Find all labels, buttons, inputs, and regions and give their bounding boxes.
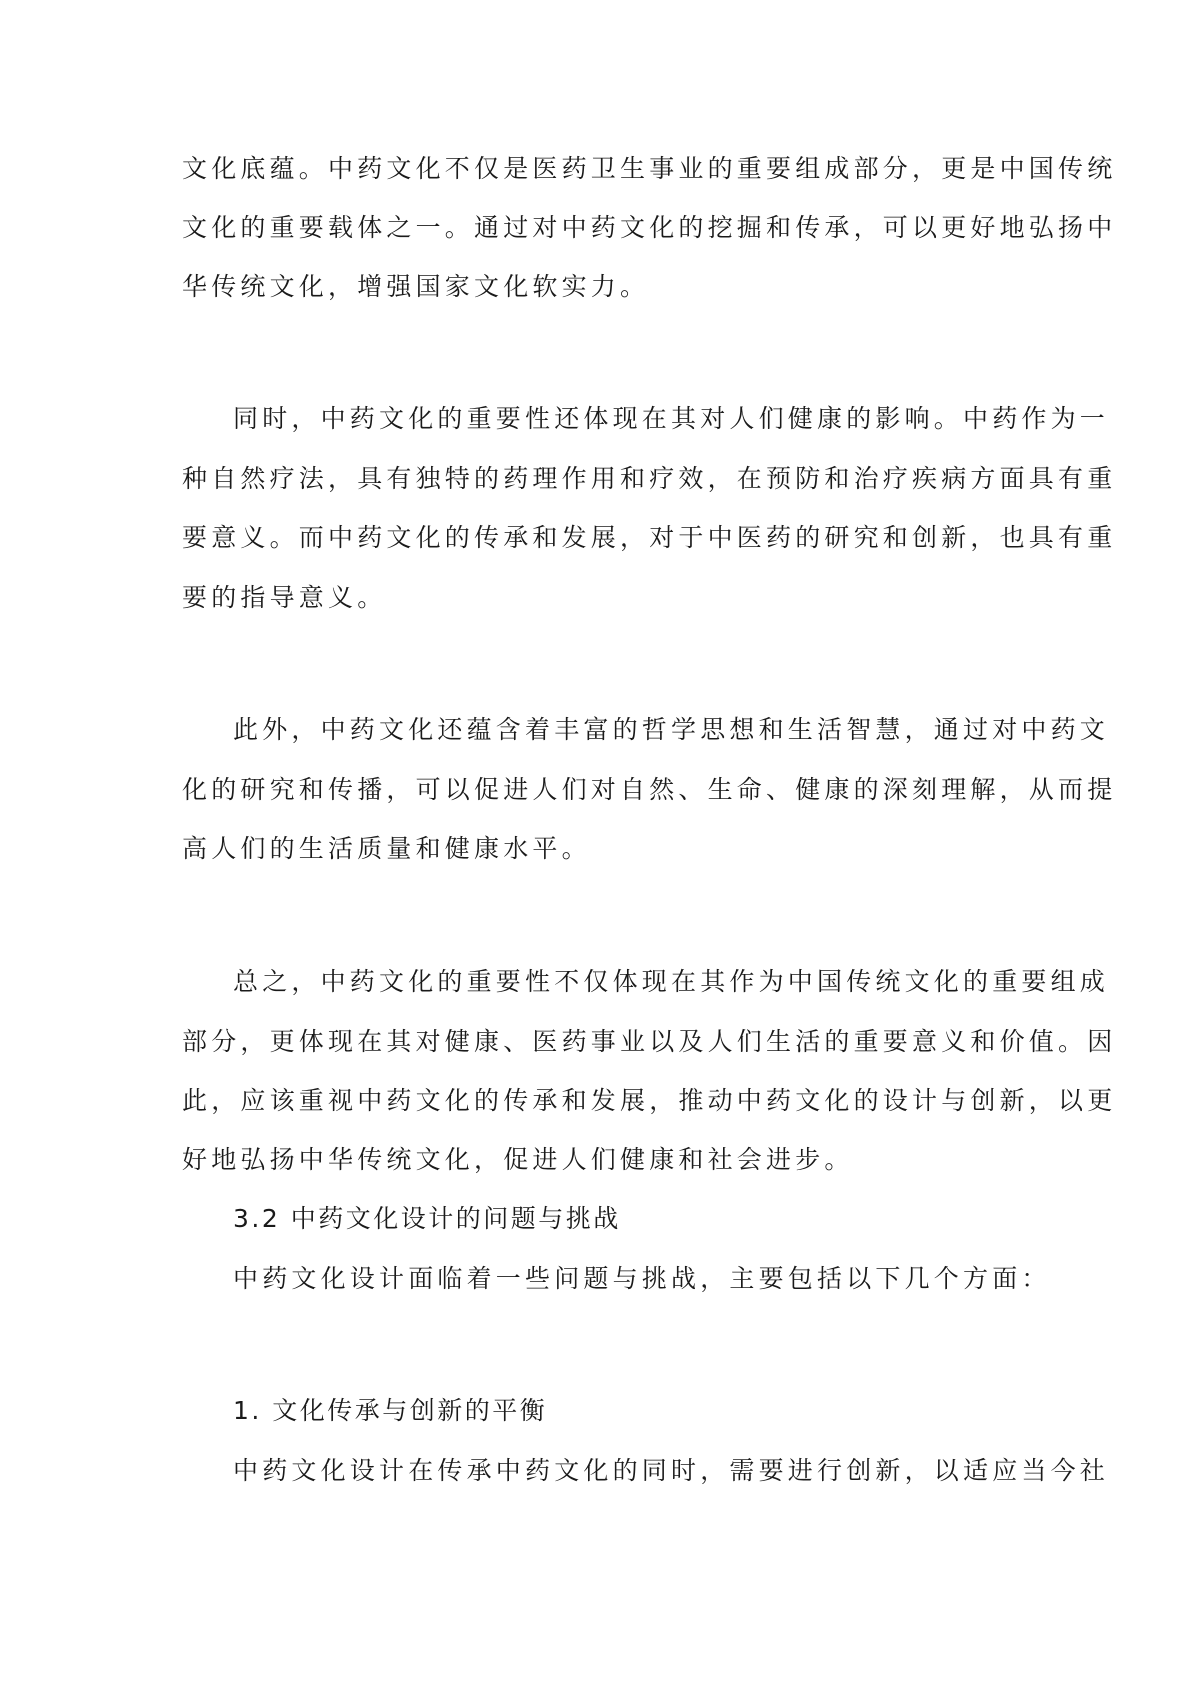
paragraph-2-line-3: 要意义。而中药文化的传承和发展，对于中医药的研究和创新，也具有重: [182, 523, 1117, 552]
section-intro: 中药文化设计面临着一些问题与挑战，主要包括以下几个方面：: [233, 1264, 1051, 1293]
paragraph-4-line-1: 总之，中药文化的重要性不仅体现在其作为中国传统文化的重要组成: [233, 967, 1110, 996]
section-heading: 3.2 中药文化设计的问题与挑战: [233, 1204, 621, 1233]
paragraph-2-line-1: 同时，中药文化的重要性还体现在其对人们健康的影响。中药作为一: [233, 404, 1110, 433]
paragraph-1-line-1: 文化底蕴。中药文化不仅是医药卫生事业的重要组成部分，更是中国传统: [182, 154, 1117, 183]
paragraph-3-line-3: 高人们的生活质量和健康水平。: [182, 834, 591, 863]
subheading: 1. 文化传承与创新的平衡: [233, 1396, 548, 1425]
paragraph-4-line-4: 好地弘扬中华传统文化，促进人们健康和社会进步。: [182, 1145, 854, 1174]
paragraph-2-line-4: 要的指导意义。: [182, 583, 387, 612]
paragraph-4-line-3: 此，应该重视中药文化的传承和发展，推动中药文化的设计与创新，以更: [182, 1086, 1117, 1115]
paragraph-4-line-2: 部分，更体现在其对健康、医药事业以及人们生活的重要意义和价值。因: [182, 1027, 1117, 1056]
paragraph-3-line-2: 化的研究和传播，可以促进人们对自然、生命、健康的深刻理解，从而提: [182, 775, 1117, 804]
paragraph-2-line-2: 种自然疗法，具有独特的药理作用和疗效，在预防和治疗疾病方面具有重: [182, 464, 1117, 493]
subheading-text: 中药文化设计在传承中药文化的同时，需要进行创新，以适应当今社: [233, 1456, 1110, 1485]
paragraph-1-line-2: 文化的重要载体之一。通过对中药文化的挖掘和传承，可以更好地弘扬中: [182, 213, 1117, 242]
paragraph-3-line-1: 此外，中药文化还蕴含着丰富的哲学思想和生活智慧，通过对中药文: [233, 715, 1110, 744]
paragraph-1-line-3: 华传统文化，增强国家文化软实力。: [182, 272, 650, 301]
